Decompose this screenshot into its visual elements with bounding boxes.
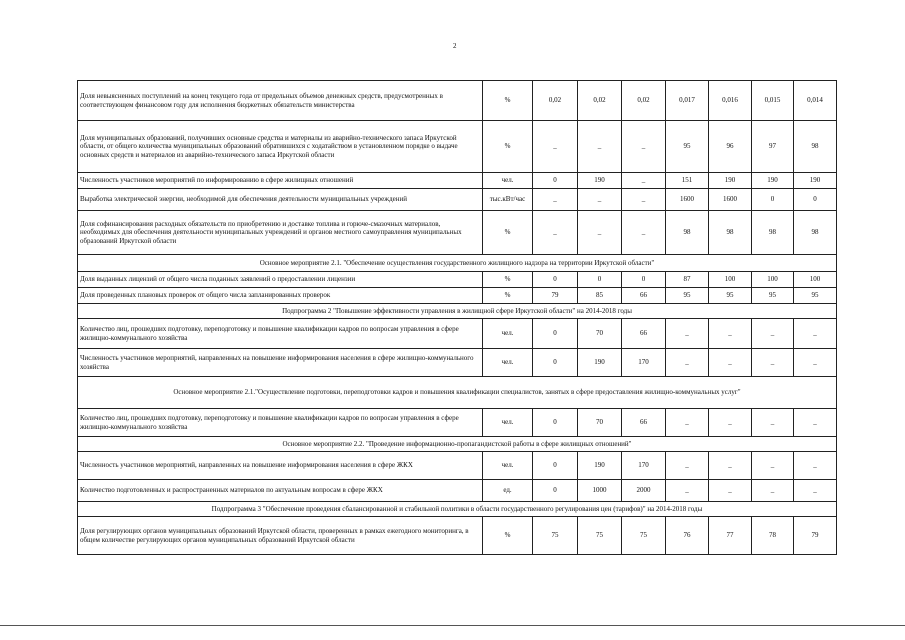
table-row bbox=[78, 81, 837, 121]
indicator-value: 0 bbox=[533, 480, 578, 502]
indicator-value: 98 bbox=[794, 121, 837, 173]
indicator-value: 98 bbox=[794, 211, 837, 255]
indicator-value: 1600 bbox=[709, 189, 752, 211]
indicator-value: 2000 bbox=[622, 480, 666, 502]
indicator-value: _ bbox=[622, 173, 666, 189]
indicator-value: _ bbox=[794, 452, 837, 480]
indicator-value: _ bbox=[533, 211, 578, 255]
indicator-value: 100 bbox=[709, 272, 752, 288]
indicator-value: _ bbox=[752, 480, 794, 502]
table-row bbox=[78, 349, 837, 377]
indicator-value: 66 bbox=[622, 409, 666, 437]
indicator-value: _ bbox=[666, 452, 709, 480]
indicator-value: 190 bbox=[578, 452, 622, 480]
indicator-value: _ bbox=[666, 319, 709, 349]
indicator-name: Численность участников мероприятий, направленных на повышение информирования населения в сфере жилищно-коммунального хозяйства bbox=[78, 349, 483, 377]
indicator-name: Доля софинансирования расходных обязательств по приобретению и доставке топлива и горюче-смазочных материалов, необходимых для обеспечения деятельности муниципальных учреждений и органов местного самоуправления муниципальных образований Иркутской области bbox=[78, 211, 483, 255]
section-header-row bbox=[78, 437, 837, 452]
indicator-value: 1600 bbox=[666, 189, 709, 211]
indicator-unit: ед. bbox=[483, 480, 533, 502]
table-row bbox=[78, 288, 837, 304]
section-title: Основное мероприятие 2.1. "Обеспечение осуществления государственного жилищного надзора на территории Иркутской области" bbox=[78, 255, 837, 272]
indicator-value: _ bbox=[794, 480, 837, 502]
indicator-name: Доля муниципальных образований, получивших основные средства и материалы из аварийно-технического запаса Иркутской области, от общего количества муниципальных образований обратившихся с ходатайством в установленном порядке о выдаче основных средств и материалов из аварийно-технического запаса Иркутской области bbox=[78, 121, 483, 173]
indicator-value: 98 bbox=[709, 211, 752, 255]
section-header-row bbox=[78, 255, 837, 272]
indicator-value: _ bbox=[752, 452, 794, 480]
indicator-value: 0,02 bbox=[533, 81, 578, 121]
indicator-value: _ bbox=[794, 319, 837, 349]
table-row bbox=[78, 480, 837, 502]
section-title: Основное мероприятие 2.2. "Проведение информационно-пропагандистской работы в сфере жилищных отношений" bbox=[78, 437, 837, 452]
indicator-value: 70 bbox=[578, 319, 622, 349]
indicator-value: 190 bbox=[578, 349, 622, 377]
indicator-unit: % bbox=[483, 288, 533, 304]
indicator-unit: % bbox=[483, 211, 533, 255]
indicator-value: _ bbox=[709, 452, 752, 480]
indicator-value: _ bbox=[578, 189, 622, 211]
table-row bbox=[78, 319, 837, 349]
table-row bbox=[78, 452, 837, 480]
indicators-table bbox=[77, 80, 837, 555]
indicator-value: _ bbox=[533, 121, 578, 173]
indicator-value: 78 bbox=[752, 517, 794, 555]
indicator-unit: чел. bbox=[483, 319, 533, 349]
section-title: Подпрограмма 3 "Обеспечение проведения сбалансированной и стабильной политики в области государственного регулирования цен (тарифов)" на 2014-2018 годы bbox=[78, 502, 837, 517]
indicator-value: _ bbox=[709, 409, 752, 437]
indicator-unit: % bbox=[483, 517, 533, 555]
indicator-value: _ bbox=[709, 349, 752, 377]
section-title: Основное мероприятие 2.1."Осуществление подготовки, переподготовки кадров и повышения квалификации специалистов, занятых в сфере предоставления жилищно-коммунальных услуг" bbox=[78, 377, 837, 409]
indicator-name: Доля невыясненных поступлений на конец текущего года от предельных объемов денежных средств, предусмотренных в соответствующем финансовом году для исполнения бюджетных обязательств министерства bbox=[78, 81, 483, 121]
indicator-value: _ bbox=[622, 121, 666, 173]
indicator-value: 77 bbox=[709, 517, 752, 555]
indicator-unit: % bbox=[483, 81, 533, 121]
indicator-value: 76 bbox=[666, 517, 709, 555]
section-title: Подпрограмма 2 "Повышение эффективности управления в жилищной сфере Иркутской области" на 2014-2018 годы bbox=[78, 304, 837, 319]
indicator-value: 0,02 bbox=[578, 81, 622, 121]
indicator-value: 70 bbox=[578, 409, 622, 437]
indicator-unit: чел. bbox=[483, 452, 533, 480]
table-row bbox=[78, 272, 837, 288]
indicator-value: 190 bbox=[794, 173, 837, 189]
indicator-value: 0 bbox=[533, 349, 578, 377]
indicator-value: _ bbox=[794, 349, 837, 377]
indicator-value: 75 bbox=[533, 517, 578, 555]
table-row bbox=[78, 211, 837, 255]
indicator-name: Количество лиц, прошедших подготовку, переподготовку и повышение квалификации кадров по вопросам управления в сфере жилищно-коммунального хозяйства bbox=[78, 319, 483, 349]
indicator-value: 151 bbox=[666, 173, 709, 189]
page-bottom-edge bbox=[0, 625, 905, 626]
indicator-unit: тыс.кВт/час bbox=[483, 189, 533, 211]
indicator-value: 1000 bbox=[578, 480, 622, 502]
indicator-name: Выработка электрической энергии, необходимой для обеспечения деятельности муниципальных учреждений bbox=[78, 189, 483, 211]
indicator-value: 0,014 bbox=[794, 81, 837, 121]
indicator-value: 0,017 bbox=[666, 81, 709, 121]
indicator-value: _ bbox=[666, 409, 709, 437]
indicator-value: 100 bbox=[752, 272, 794, 288]
indicator-value: 79 bbox=[533, 288, 578, 304]
indicator-value: _ bbox=[533, 189, 578, 211]
page-number: 2 bbox=[453, 42, 457, 50]
indicator-unit: чел. bbox=[483, 349, 533, 377]
table-row bbox=[78, 173, 837, 189]
indicator-value: _ bbox=[622, 211, 666, 255]
indicator-value: 66 bbox=[622, 288, 666, 304]
indicator-value: 100 bbox=[794, 272, 837, 288]
indicator-value: _ bbox=[752, 349, 794, 377]
indicator-value: 170 bbox=[622, 349, 666, 377]
indicator-value: _ bbox=[794, 409, 837, 437]
table-row bbox=[78, 121, 837, 173]
indicator-value: 0 bbox=[752, 189, 794, 211]
indicator-value: 190 bbox=[752, 173, 794, 189]
indicator-value: _ bbox=[666, 349, 709, 377]
indicator-value: 95 bbox=[666, 288, 709, 304]
indicator-unit: % bbox=[483, 121, 533, 173]
indicator-name: Доля проведенных плановых проверок от общего числа запланированных проверок bbox=[78, 288, 483, 304]
indicator-value: 0 bbox=[533, 319, 578, 349]
indicator-value: _ bbox=[622, 189, 666, 211]
indicator-value: 0,015 bbox=[752, 81, 794, 121]
section-header-row bbox=[78, 377, 837, 409]
indicator-value: 85 bbox=[578, 288, 622, 304]
indicator-value: _ bbox=[666, 480, 709, 502]
section-header-row bbox=[78, 304, 837, 319]
table-row bbox=[78, 409, 837, 437]
indicator-value: 190 bbox=[578, 173, 622, 189]
indicator-value: _ bbox=[709, 480, 752, 502]
indicator-value: 0 bbox=[533, 409, 578, 437]
indicator-value: _ bbox=[752, 409, 794, 437]
indicator-value: 190 bbox=[709, 173, 752, 189]
indicator-value: 95 bbox=[666, 121, 709, 173]
table-row bbox=[78, 189, 837, 211]
indicator-value: 95 bbox=[752, 288, 794, 304]
indicator-name: Численность участников мероприятий, направленных на повышение информирования населения в сфере ЖКХ bbox=[78, 452, 483, 480]
indicator-value: 0 bbox=[533, 272, 578, 288]
indicator-name: Доля регулирующих органов муниципальных образований Иркутской области, проверенных в рамках ежегодного мониторинга, в общем количестве регулирующих органов муниципальных образований Иркутской области bbox=[78, 517, 483, 555]
indicator-value: 95 bbox=[794, 288, 837, 304]
indicator-name: Доля выданных лицензий от общего числа поданных заявлений о предоставлении лицензии bbox=[78, 272, 483, 288]
indicator-value: 0 bbox=[533, 173, 578, 189]
indicator-value: _ bbox=[578, 121, 622, 173]
indicator-value: 95 bbox=[709, 288, 752, 304]
indicator-name: Количество подготовленных и распространенных материалов по актуальным вопросам в сфере ЖКХ bbox=[78, 480, 483, 502]
indicator-value: 0,02 bbox=[622, 81, 666, 121]
indicator-value: 0 bbox=[622, 272, 666, 288]
indicator-value: _ bbox=[709, 319, 752, 349]
indicator-name: Количество лиц, прошедших подготовку, переподготовку и повышение квалификации кадров по вопросам управления в сфере жилищно-коммунального хозяйства bbox=[78, 409, 483, 437]
indicator-value: 170 bbox=[622, 452, 666, 480]
indicator-value: 0,016 bbox=[709, 81, 752, 121]
indicator-value: _ bbox=[752, 319, 794, 349]
indicator-value: 96 bbox=[709, 121, 752, 173]
indicator-value: 75 bbox=[578, 517, 622, 555]
indicator-value: 98 bbox=[752, 211, 794, 255]
section-header-row bbox=[78, 502, 837, 517]
indicator-value: 98 bbox=[666, 211, 709, 255]
table-row bbox=[78, 517, 837, 555]
indicator-value: 97 bbox=[752, 121, 794, 173]
indicator-value: 0 bbox=[794, 189, 837, 211]
indicator-value: 79 bbox=[794, 517, 837, 555]
indicator-unit: % bbox=[483, 272, 533, 288]
indicator-name: Численность участников мероприятий по информированию в сфере жилищных отношений bbox=[78, 173, 483, 189]
indicator-value: _ bbox=[578, 211, 622, 255]
indicator-value: 0 bbox=[578, 272, 622, 288]
indicator-unit: чел. bbox=[483, 173, 533, 189]
indicator-value: 66 bbox=[622, 319, 666, 349]
indicator-value: 87 bbox=[666, 272, 709, 288]
indicator-value: 0 bbox=[533, 452, 578, 480]
indicator-unit: чел. bbox=[483, 409, 533, 437]
indicator-value: 75 bbox=[622, 517, 666, 555]
